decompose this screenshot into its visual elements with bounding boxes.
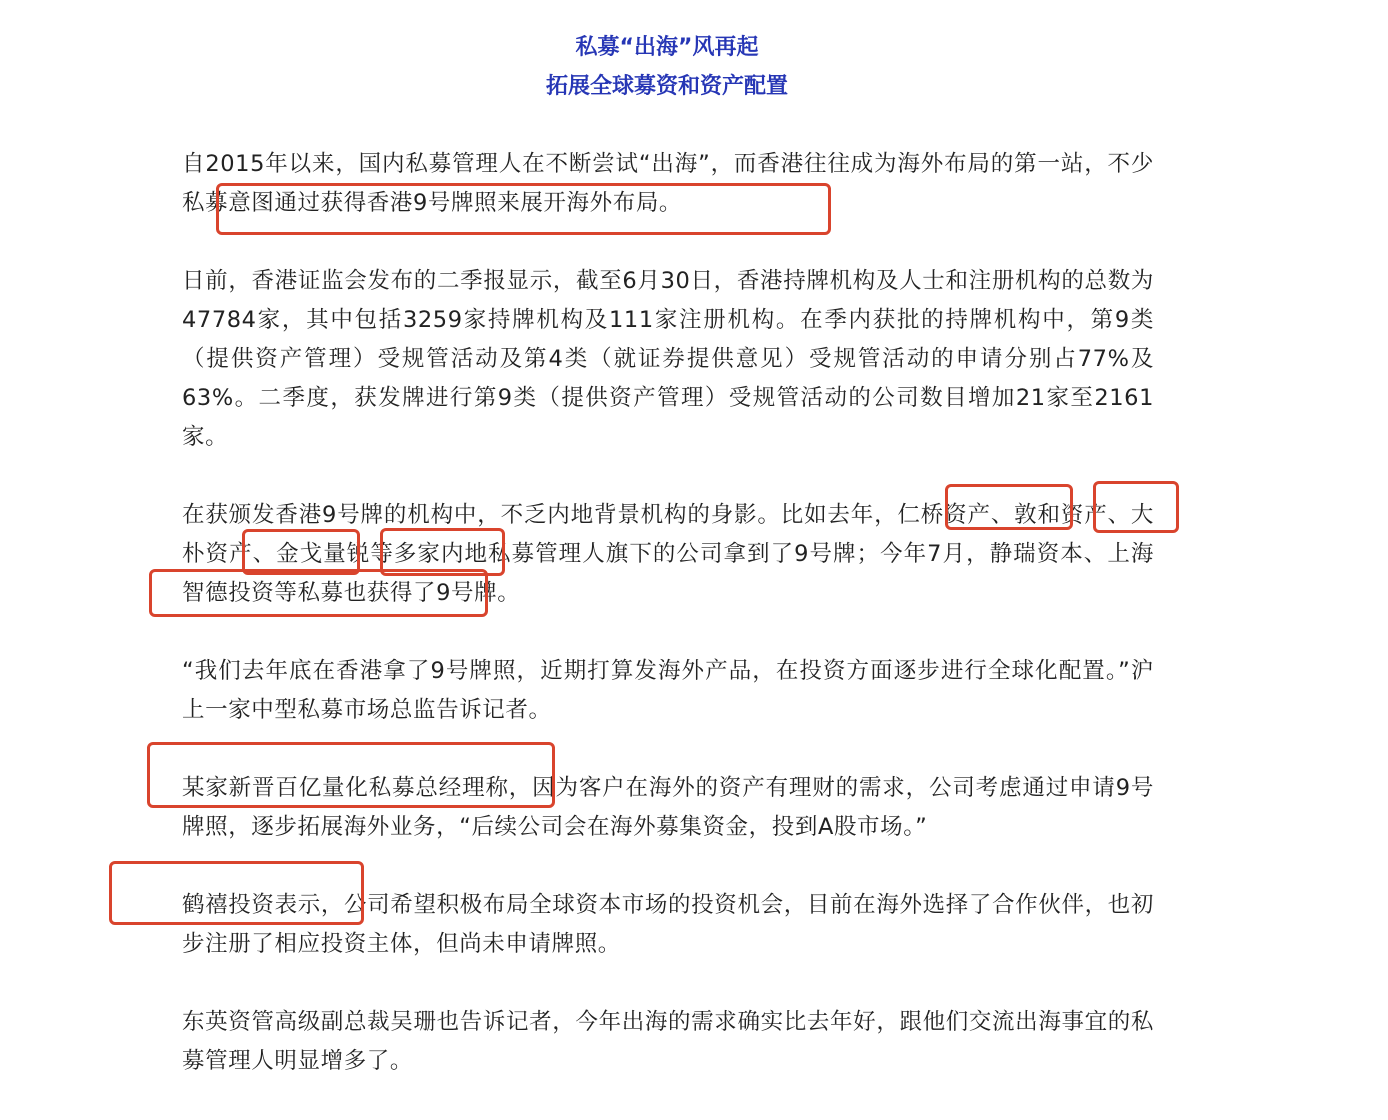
title-line-2: 拓展全球募资和资产配置	[545, 74, 788, 99]
paragraph-hexi-investment: 鹤禧投资表示，公司希望积极布局全球资本市场的投资机会，目前在海外选择了合作伙伴，也初步注册了相应投资主体，但尚未申请牌照。	[182, 892, 1154, 957]
paragraph-marketing-director-quote: “我们去年底在香港拿了9号牌照，近期打算发海外产品，在投资方面逐步进行全球化配置。”沪上一家中型私募市场总监告诉记者。	[182, 658, 1154, 723]
paragraph-dongying: 东英资管高级副总裁吴珊也告诉记者，今年出海的需求确实比去年好，跟他们交流出海事宜的私募管理人明显增多了。	[182, 1009, 1154, 1074]
paragraph-mainland-firms: 在获颁发香港9号牌的机构中，不乏内地背景机构的身影。比如去年，仁桥资产、敦和资产、大朴资产、金戈量锐等多家内地私募管理人旗下的公司拿到了9号牌；今年7月，静瑞资本、上海智德投资等私募也获得了9号牌。	[182, 502, 1154, 606]
highlight-box	[147, 742, 555, 808]
title-line-1: 私募“出海”风再起	[575, 35, 759, 60]
highlight-box	[1093, 481, 1179, 533]
paragraph-sfc-report: 日前，香港证监会发布的二季报显示，截至6月30日，香港持牌机构及人士和注册机构的总数为47784家，其中包括3259家持牌机构及111家注册机构。在季内获批的持牌机构中，第9类（提供资产管理）受规管活动及第4类（就证券提供意见）受规管活动的申请分别占77%及63%。二季度，获发牌进行第9类（提供资产管理）受规管活动的公司数目增加21家至2161家。	[182, 268, 1154, 450]
highlight-box	[109, 861, 364, 925]
highlight-box	[216, 183, 831, 235]
paragraph-quant-fund: 某家新晋百亿量化私募总经理称，因为客户在海外的资产有理财的需求，公司考虑通过申请9号牌照，逐步拓展海外业务，“后续公司会在海外募集资金，投到A股市场。”	[182, 775, 1154, 840]
article-title	[0, 28, 1334, 106]
highlight-box	[149, 569, 488, 617]
paragraph-intro: 自2015年以来，国内私募管理人在不断尝试“出海”，而香港往往成为海外布局的第一站，不少私募意图通过获得香港9号牌照来展开海外布局。	[182, 151, 1154, 216]
highlight-box	[945, 484, 1073, 530]
article-body	[182, 145, 1154, 1120]
